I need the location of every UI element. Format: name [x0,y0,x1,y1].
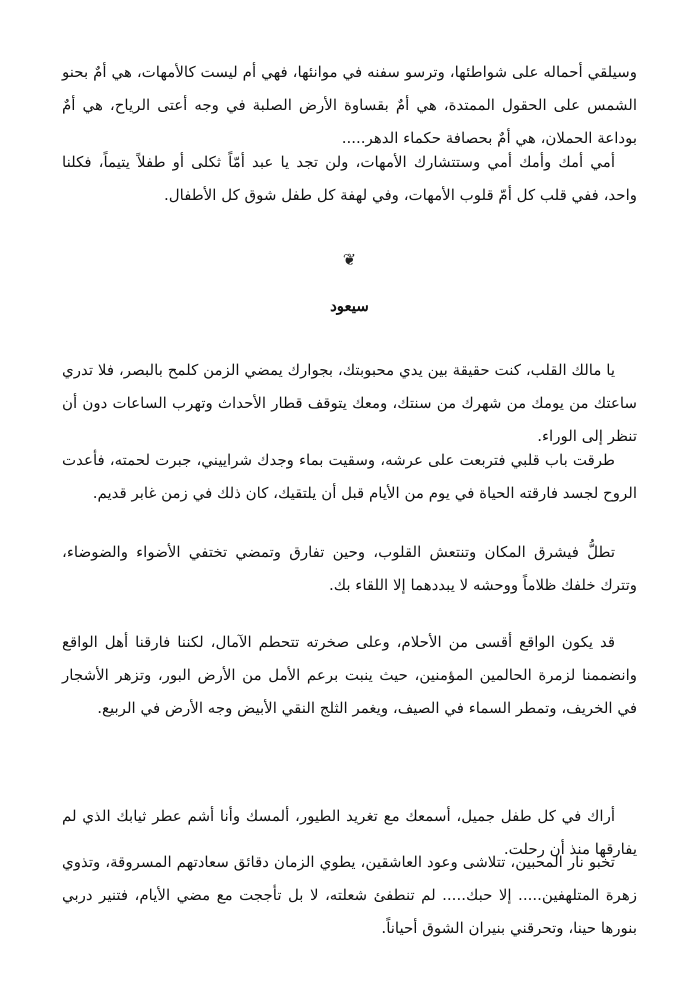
paragraph-shared-mothers: أمي أمك وأمك أمي وستتشارك الأمهات، ولن تجد يا عبد أمّاً ثكلى أو طفلاً يتيماً، فكلنا واحد، ففي قلب كل أمّ قلوب الأمهات، وفي لهفة كل طفل شوق كل الأطفال. [62,153,637,204]
section-title: سيعود [330,297,369,315]
paragraph-heart-owner: يا مالك القلب، كنت حقيقة بين يدي محبوبتك، بجوارك يمضي الزمن كلمح بالبصر، فلا تدري ساعتك من يومك من شهرك من سنتك، ومعك يتوقف قطار الأحداث وتهرب الساعات دون أن تنظر إلى الوراء. [62,361,637,445]
paragraph-your-love: تخبو نار المحبين، تتلاشى وعود العاشقين، يطوي الزمان دقائق سعادتهم المسروقة، وتذوي زهرة المتلهفين..... إلا حبك..... لم تنطفئ شعلته، لا بل تأججت مع مضي الأيام، فتنير دربي بنورها حينا، وتحرقني بنيران الشوق أحياناً. [62,853,637,937]
section-separator-ornament: ❦ [342,250,357,269]
paragraph-mothers-praise: وسيلقي أحماله على شواطئها، وترسو سفنه في موانئها، فهي أم ليست كالأمهات، هي أمٌ بحنو الشمس على الحقول الممتدة، هي أمٌ بقساوة الأرض الصلبة في وجه أعتى الرياح، هي أمٌ بوداعة الحملان، هي أمٌ بحصافة حكماء الدهر..... [62,63,637,147]
paragraph-see-you: أراك في كل طفل جميل، أسمعك مع تغريد الطيور، ألمسك وأنا أشم عطر ثيابك الذي لم يفارقها منذ أن رحلت. [62,807,637,858]
paragraph-reality-dreams: قد يكون الواقع أقسى من الأحلام، وعلى صخرته تتحطم الآمال، لكننا فارقنا أهل الواقع وانضممنا لزمرة الحالمين المؤمنين، حيث ينبت برعم الأمل من الأرض البور، وتزهر الأشجار في الخريف، وتمطر السماء في الصيف، ويغمر الثلج النقي الأبيض وجه الأرض في الربيع. [62,633,637,717]
paragraph-place-shines: تطلُّ فيشرق المكان وتنتعش القلوب، وحين تفارق وتمضي تختفي الأضواء والضوضاء، وتترك خلفك ظلاماً ووحشه لا يبددهما إلا اللقاء بك. [62,543,637,594]
paragraph-heart-door: طرقت باب قلبي فتربعت على عرشه، وسقيت بماء وجدك شراييني، جبرت لحمته، فأعدت الروح لجسد فارقته الحياة في يوم من الأيام قبل أن يلتقيك، كان ذلك في زمن غابر قديم. [62,451,637,502]
